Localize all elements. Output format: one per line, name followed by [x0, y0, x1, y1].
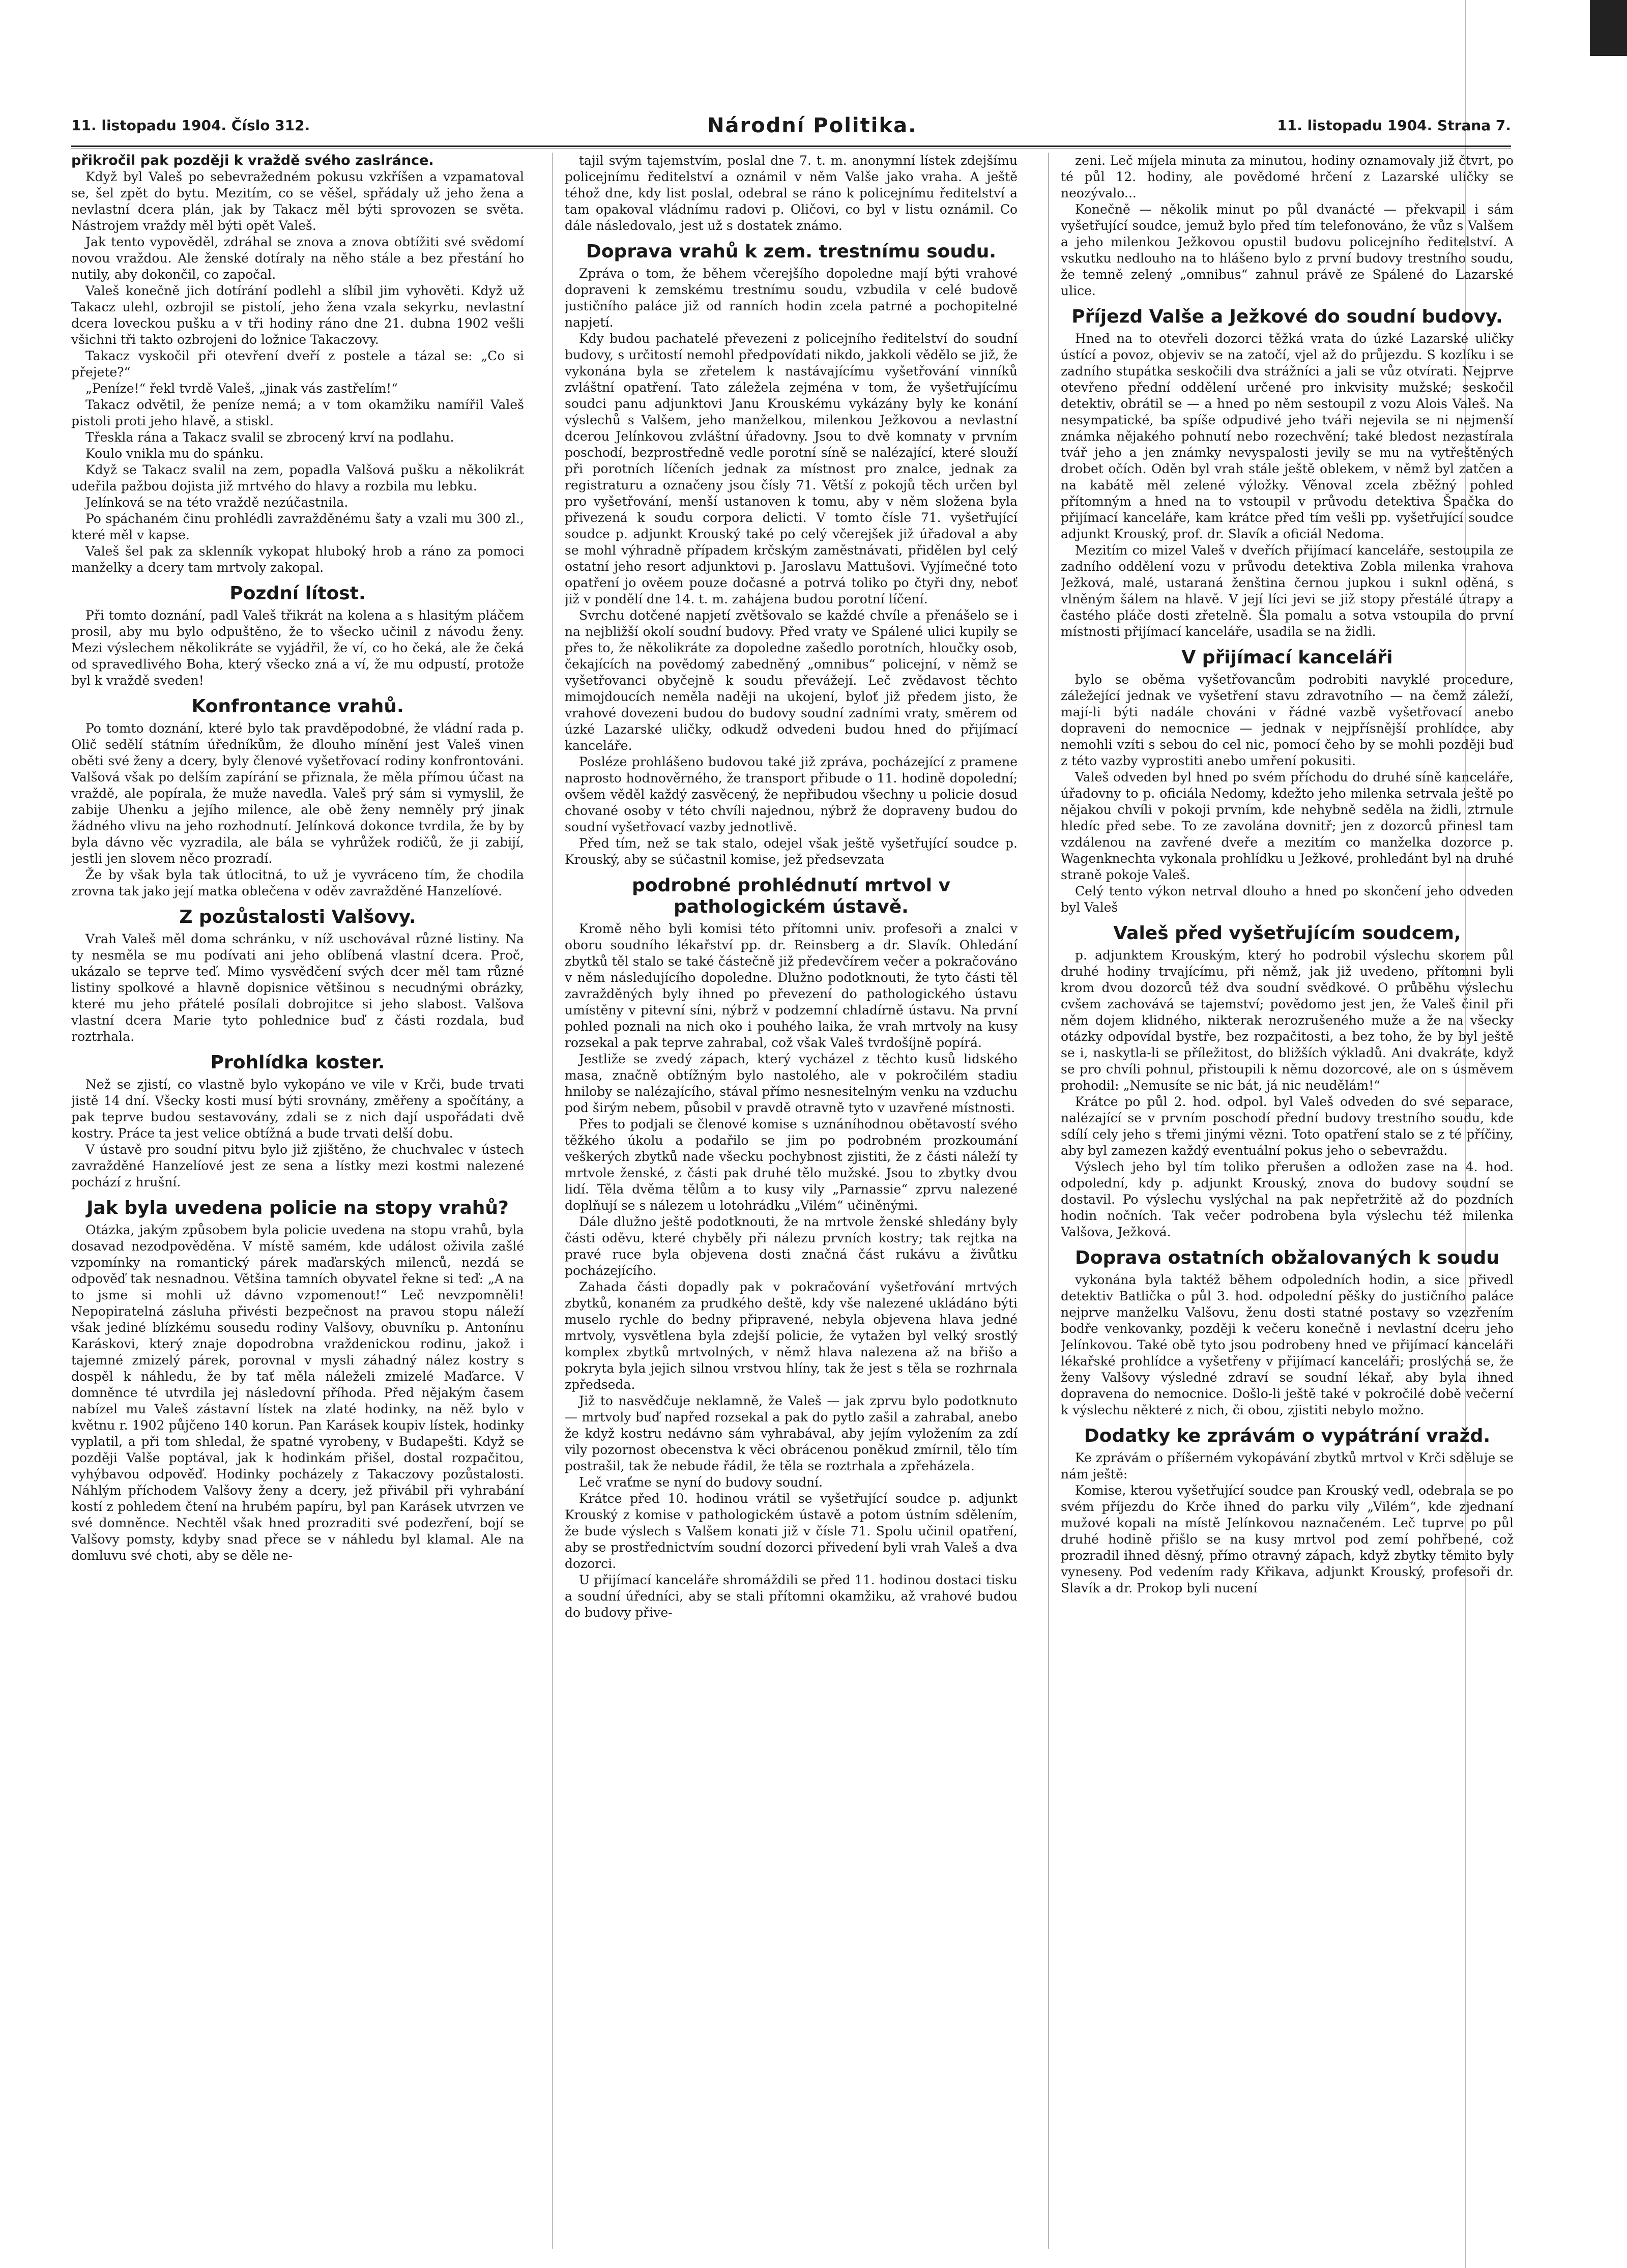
paragraph: Valeš konečně jich dotírání podlehl a slíbil jim vyhověti. Když už Takacz ulehl, ozbrojil se pistolí, jeho žena vzala sekyrku, nevlastní dcera loveckou pušku a v tři hodiny ráno dne 21. dubna 1902 vešli všichni tři takto ozbrojeni do ložnice Takaczovy. — [71, 283, 524, 347]
paragraph: Mezitím co mizel Valeš v dveřích přijímací kanceláře, sestoupila ze zadního oddělení vozu v průvodu detektiva Zobla milenka vrahova Ježková, malé, ustaraná ženština černou jupkou i suknl oděná, s vlněným šálem na hlavě. V její líci jevi se již stopy přestálé útrapy a častého pláče dosti zřetelně. Šla pomalu a sotva vstoupila do první místnosti přijímací kanceláře, usadila se na židli. — [1061, 543, 1514, 639]
paragraph: Celý tento výkon netrval dlouho a hned po skončení jeho odveden byl Valeš — [1061, 884, 1514, 915]
paragraph: Že by však byla tak útlocitná, to už je vyvráceno tím, že chodila zrovna tak jako její matka oblečena v oděv zavražděné Hanzelíové. — [71, 867, 524, 898]
paragraph: Před tím, než se tak stalo, odejel však ještě vyšetřující soudce p. Krouský, aby se súčastnil komise, jež předsevzata — [565, 836, 1018, 867]
paragraph: Jestliže se zvedý zápach, který vycházel z těchto kusů lidského masa, značně obtížným bylo nastolého, ale v pokročilém stadiu hniloby se nalézajícího, stával přímo nesnesitelným venku na vzduchu pod širým nebem, působil v pravdě otravně tyto v uzavřené místnosti. — [565, 1052, 1018, 1115]
paragraph: p. adjunktem Krouským, který ho podrobil výslechu skorem půl druhé hodiny trvajícímu, při němž, jak již uvedeno, přítomni byli krom dvou dozorců též dva soudní svědkové. O průběhu výslechu cvšem zachovává se tajemství; povědomo jest jen, že Valeš činil při něm dojem klidného, nikterak nerozrušeného muže a že na všecky otázky odpovídal bystře, bez rozpačitosti, a bez toho, že by byl ještě se i, naskytla-li se příležitost, do bližších výkladů. Ani dvakráte, když se pro chvíli pohnul, přistoupili k němu dozorcové, ale on s úsměvem prohodil: „Nemusíte se nic bát, já nic neudělám!“ — [1061, 948, 1514, 1093]
paragraph: vykonána byla taktéž během odpoledních hodin, a sice přivedl detektiv Batlička o půl 3. hod. odpolední pěšky do justičního paláce nejprve manželku Valšovu, ženu dosti statné postavy so vzezřením bodře venkovanky, později k večeru konečně i nevlastní dceru jeho Jelínkovou. Také obě tyto jsou podrobeny hned ve přijímací kanceláři lékařské prohlídce a vyšetřeny v přijímací kanceláři; proslýchá se, že ženy Valšovy výsledné zdraví se soudní lékař, aby byla ihned dopravena do nemocnice. Došlo-li ještě také v pokročilé době večerní k výslechu některé z nich, či obou, zjistiti nebylo možno. — [1061, 1272, 1514, 1417]
paragraph: Komise, kterou vyšetřující soudce pan Krouský vedl, odebrala se po svém příjezdu do Krče ihned do parku vily „Vilém“, kde zjednaní mužové kopali na místě Jelínkovou naznačeném. Leč tuprve po půl druhé hodině přišlo se na kusy mrtvol pod zemí pohřbené, což prozradil ihned děsný, přímo otravný zápach, když zbytky těmito byly vyneseny. Pod vedením rady Křikava, adjunkt Krouský, profesoři dr. Slavík a dr. Prokop byli nucení — [1061, 1483, 1514, 1595]
paragraph: Hned na to otevřeli dozorci těžká vrata do úzké Lazarské uličky ústící a povoz, objeviv se na zatočí, vjel až do průjezdu. S kozlíku i se zadního stupátka seskočili dva strážníci a jali se vůz otvírati. Nejprve otevřeno přední oddělení určené pro inkvisity mužské; seskočil detektiv, obrátil se — a hned po něm sestoupil z vozu Alois Valeš. Na nesympatické, ba spíše odpudivé jeho tváři nejevila se ni nejmenší známka nějakého pohnutí nebo rozechvění; také bledost nezastírala tvář jeho a jen známky nevyspalosti jevily se mu na vytřeštěných drobet očích. Oděn byl vrah stále ještě oblekem, v němž byl zatčen a na kabátě měl zelené výložky. Věnoval zcela zběžný pohled přítomným a hned na to vstoupil v průvodu detektiva Špačka do přijímací kanceláře, kam krátce před tím vešli pp. vyšetřující soudce adjunkt Krouský, prof. dr. Slavík a oficiál Nedoma. — [1061, 331, 1514, 541]
newspaper-title: Národní Politika. — [707, 114, 917, 137]
column-3 — [1061, 153, 1514, 2249]
paragraph: tajil svým tajemstvím, poslal dne 7. t. m. anonymní lístek zdejšímu policejnímu ředitelství a oznámil v něm Valše jako vraha. A ještě téhož dne, kdy list poslal, odebral se ráno k policejnímu ředitelství a tam opakoval vládnímu radovi p. Oličovi, co byl v listu oznámil. Co dále následovalo, jest už s dostatek známo. — [565, 153, 1018, 233]
paragraph: Svrchu dotčené napjetí zvětšovalo se každé chvíle a přenášelo se i na nejbližší okolí soudní budovy. Před vraty ve Spálené ulici kupily se přes to, že několikráte za dopoledne zašedlo porotních, hloučky osob, čekajících na povědomý zabedněný „omnibus“ policejní, v němž se vyšetřovanci obyčejně k soudu převážejí. Leč zvědavost těchto mimojdoucích neměla naději na ukojení, byloť již předem jisto, že vrahové dovezeni budou do budovy soudní zadními vraty, směrem od úzké Lazarské uličky, odkudž odvedeni budou hned do přijímací kanceláře. — [565, 608, 1018, 753]
paragraph: Jak tento vypověděl, zdráhal se znova a znova obtížiti své svědomí novou vraždou. Ale ženské dotíraly na něho stále a bez přestání ho nutily, aby dokončil, co započal. — [71, 235, 524, 282]
paragraph: Výslech jeho byl tím toliko přerušen a odložen zase na 4. hod. odpolední, kdy p. adjunkt Krouský, znova do budovy soudní se dostavil. Po výslechu vyslýchal na pak nepřetržitě až do pozdních hodin nočních. Tak večer podrobena byla výslechu též milenka Valšova, Ježková. — [1061, 1159, 1514, 1239]
paragraph: zeni. Leč míjela minuta za minutou, hodiny oznamovaly již čtvrt, po té půl 12. hodiny, ale povědomé hrčení z Lazarské uličky se neozývalo... — [1061, 153, 1514, 200]
paragraph: Přes to podjali se členové komise s uznáníhodnou obětavostí svého těžkého úkolu a podařilo se jim po podrobném prozkoumání veškerých zbytků nade všecku pochybnost zjistiti, že z části náleží ty mrtvole ženské, z části pak druhé tělo mužské. Jsou to zbytky dvou lidí. Těla dvěma tělům a to kusy vily „Parnassie“ zprvu nalezené doplňují se s nálezem u lotohrádku „Vilém“ učiněnými. — [565, 1117, 1018, 1213]
paragraph: Krátce před 10. hodinou vrátil se vyšetřující soudce p. adjunkt Krouský z komise v pathologickém ústavě a potom ústním sdělením, že bude výslech s Valšem konati již v čísle 71. Spolu učinil opatření, aby se prostřednictvím soudní dozorci přivedení byli vrah Valeš a dva dozorci. — [565, 1491, 1018, 1571]
paragraph: Když byl Valeš po sebevražedném pokusu vzkříšen a vzpamatoval se, šel zpět do bytu. Mezitím, co se věšel, spřádaly už jeho žena a nevlastní dcera plán, jak by Takacz měl býti sprovozen se světa. Nástrojem vraždy měl býti opět Valeš. — [71, 169, 524, 233]
masthead-rule — [71, 146, 1511, 147]
paragraph: Ke zprávám o příšerném vykopávání zbytků mrtvol v Krči sděluje se nám ještě: — [1061, 1450, 1514, 1481]
paragraph: Kdy budou pachatelé převezeni z policejního ředitelství do soudní budovy, s určitostí nemohl předpovídati nikdo, jakkoli vědělo se již, že vykonána byla se zřetelem k nastávajícímu vyšetřování vinníků zvláštní opatření. Tato záležela zejména v tom, že vyšetřujícímu soudci panu adjunktovi Janu Krouskému vykázány byly ke konání výslechů s Valšem, jeho manželkou, milenkou Ježkovou a nevlastní dcerou Jelínkovou zvláštní úřadovny. Jsou to dvě komnaty v prvním poschodí, bezprostředně vedle porotní síně se nalézající, které slouží při porotních líčeních jednak za místnost pro znalce, jednak za registraturu a označeny jsou čísly 71. Větší z pokojů těch určen byl pro vyšetřování, menší ustanoven k tomu, aby v něm složena byla přivezená k soudu corpora delicti. V tomto čísle 71. vyšetřující soudce p. adjunkt Krouský také po celý včerejšek již úřadoval a aby se mohl výhradně případem krčským zaměstnávati, přidělen byl celý ostatní jeho resort adjunktovi p. Jaroslavu Mattušovi. Vyjímečné toto opatření jo ověem pouze dočasné a potrvá toliko po čtyři dny, neboť již v pondělí dne 14. t. m. zahájena budou porotní líčení. — [565, 331, 1018, 606]
paragraph: „Peníze!“ řekl tvrdě Valeš, „jinak vás zastřelím!“ — [85, 381, 398, 396]
masthead — [71, 114, 1511, 142]
section-heading: Dodatky ke zprávám o vypátrání vražd. — [1084, 1426, 1491, 1446]
paragraph: Leč vraťme se nyní do budovy soudní. — [579, 1475, 823, 1490]
paragraph: Otázka, jakým způsobem byla policie uvedena na stopu vrahů, byla dosavad nezodpověděna. V místě samém, kde událost oživila zašlé vzpomínky na romantický párek maďarských milenců, nezdá se odpověď tak nesnadnou. Většina tamních obyvatel řekne si teď: „A na to jsme si mohli už dávno vzpomenout!“ Leč nevzpomněli! Nepopiratelná zásluha přivésti bezpečnost na pravou stopu náleží však jediné blízkému sousedu rodiny Valšovy, obuvníku p. Antonínu Karáskovi, který znaje dopodrobna vraždenickou rodinu, jakož i tajemné zmizelý párek, porovnal v mysli záhadný nález kostry s dospěl k náhledu, že by tať měla náleželi zmizelé Maďarce. V domněnce té utvrdila jej následovní příhoda. Před nějakým časem nabízel mu Valeš zástavní lístek na zlaté hodinky, na něž bylo v květnu r. 1902 půjčeno 140 korun. Pan Karásek koupiv lístek, hodinky vyplatil, a při tom shledal, že spatné vyrobeny, v Budapešti. Když se později Valše poptával, jak k hodinkám přišel, dostal rozpačitou, vyhýbavou odpověď. Hodinky pocházely z Takaczovy pozůstalosti. Náhlým příchodem Valšovy ženy a dcery, jež přivábil při vyhrabání kostí z pohledem čtení na hrubém papíru, byl pan Karásek utvrzen ve své domněnce. Nechtěl však hned prozraditi své podezření, bojí se Valšovy pomsty, kdyby snad přece se v náhledu byl klamal. Ale na domluvu své choti, aby se děle ne- — [71, 1223, 524, 1563]
paragraph: Vrah Valeš měl doma schránku, v níž uschovával různé listiny. Na ty nesměla se mu podívati ani jeho oblíbená vlastní dcera. Proč, ukázalo se teprve teď. Mimo vysvědčení svých dcer měl tam různé listiny spolkové a hlavně dopisnice většinou s necudnými obrázky, které mu jeho přátelé posílali dobrojitce si jeho slabost. Valšova vlastní dcera Marie tyto pohlednice buď z části rozdala, buď roztrhala. — [71, 932, 524, 1044]
paragraph: Zpráva o tom, že během včerejšího dopoledne mají býti vrahové dopraveni k zemskému trestnímu soudu, vzbudila v celé budově justičního paláce již od ranních hodin zcela patrné a pochopitelné napjetí. — [565, 266, 1018, 330]
paragraph: Když se Takacz svalil na zem, popadla Valšová pušku a několikrát udeřila pažbou dojista již mrtvého do hlavy a rozbila mu lebku. — [71, 462, 524, 493]
paragraph: Krátce po půl 2. hod. odpol. byl Valeš odveden do své separace, nalézající se v prvním poschodí přední budovy trestního soudu, kde sdílí cely jeho s třemi jinými vězni. Toto opatření stalo se z té příčiny, aby byl zamezen každý eventuální pokus jeho o sebevraždu. — [1061, 1094, 1514, 1158]
paragraph: Posléze prohlášeno budovou také již zpráva, pocházející z pramene naprosto hodnověrného, že transport přibude o 11. hodině dopolední; ovšem věděl každý zasvěcený, že nepřibudou všechny u policie dosud chované osoby v této chvíli najednou, nýbrž že dopraveny budou do soudní vyšetřovací vazby jednotlivě. — [565, 754, 1018, 834]
issue-date-right: 11. listopadu 1904. Strana 7. — [1277, 117, 1511, 134]
paragraph: Při tomto doznání, padl Valeš třikrát na kolena a s hlasitým pláčem prosil, aby mu bylo odpuštěno, že to všecko učinil z návodu ženy. Mezi výslechem několikráte se vyjádřil, že ví, co ho čeká, ale že čeká od spravedlivého Boha, který všecko zná a ví, že mu odpustí, protože byl k vraždě sveden! — [71, 608, 524, 688]
paragraph: Takacz odvětil, že peníze nemá; a v tom okamžiku namířil Valeš pistoli proti jeho hlavě, a stiskl. — [71, 397, 524, 428]
issue-date-left: 11. listopadu 1904. Číslo 312. — [71, 117, 310, 134]
section-heading: Pozdní lítost. — [229, 583, 366, 604]
scan-corner-mark — [1590, 0, 1627, 56]
section-heading: podrobné prohlédnutí mrtvol v pathologickém ústavě. — [632, 875, 950, 917]
section-heading: Příjezd Valše a Ježkové do soudní budovy. — [1071, 306, 1503, 327]
paragraph: Jelínková se na této vraždě nezúčastnila. — [85, 495, 348, 510]
section-heading: Valeš před vyšetřujícím soudcem, — [1113, 923, 1461, 944]
section-heading: Prohlídka koster. — [210, 1052, 385, 1073]
section-heading: V přijímací kanceláři — [1181, 647, 1393, 668]
paragraph: Než se zjistí, co vlastně bylo vykopáno ve vile v Krči, bude trvati jistě 14 dní. Všecky kosti musí býti srovnány, změřeny a spočítány, a pak teprve budou sestavovány, zdali se z nich dají uspořádati dvě kostry. Práce ta jest velice obtížná a bude trvati delší dobu. — [71, 1077, 524, 1141]
column-1 — [71, 153, 524, 2249]
paragraph: Zahada části dopadly pak v pokračování vyšetřování mrtvých zbytků, konaném za prudkého deště, kdy vše nalezené ukládáno býti muselo rychle do bedny připravené, nebyla objevena hlava jedné mrtvoly, vysvětlena byla zdejší policie, že vytažen byl velký srostlý komplex zbytků mrtvolných, v němž hlava nalezena až na břišo a pokryta byla jejich silnou vrstvou hlíny, tak že jest s těla se rozhrnala zpředseda. — [565, 1280, 1018, 1392]
paragraph: Konečně — několik minut po půl dvanácté — překvapil i sám vyšetřující soudce, jemuž bylo před tím telefonováno, že vůz s Valšem a jeho milenkou Ježkovou opustil budovu policejního ředitelství. A vskutku nedlouho na to hlášeno bylo z první budovy trestního soudu, že temně zelený „omnibus“ zahnul právě ze Spálené do Lazarské ulice. — [1061, 202, 1514, 298]
paragraph: Takacz vyskočil při otevření dveří z postele a tázal se: „Co si přejete?“ — [71, 348, 524, 380]
section-heading: Konfrontance vrahů. — [191, 696, 404, 717]
lead-line: přikročil pak později k vraždě svého zaslránce. — [71, 153, 434, 168]
column-divider — [552, 153, 553, 2249]
paragraph: Dále dlužno ještě podotknouti, že na mrtvole ženské shledány byly části oděvu, které chyběly při nálezu prvních kostry; tak rejtka na pravé ruce byla objevena dosti značná část rukávu a živůtku pocházejícího. — [565, 1214, 1018, 1278]
paragraph: U přijímací kanceláře shromáždili se před 11. hodinou dostaci tisku a soudní úředníci, aby se stali přítomni okamžiku, až vrahové budou do budovy přive- — [565, 1573, 1018, 1620]
column-divider — [1048, 153, 1049, 2249]
paragraph: Již to nasvědčuje neklamně, že Valeš — jak zprvu bylo podotknuto — mrtvoly buď napřed rozsekal a pak do pytlo zašil a zahrabal, anebo že když kostru nedávno sám vyhrabával, aby jejím vyložením za zdí vily pozornost obecenstva k věci obrácenou poněkud zmírnil, tělo tím postrašil, tak že nebude řádil, že těla se roztrhala a zpřeházela. — [565, 1393, 1018, 1473]
column-2 — [565, 153, 1018, 2249]
section-heading: Doprava vrahů k zem. trestnímu soudu. — [586, 241, 997, 262]
paragraph: Po spáchaném činu prohlédli zavražděnému šaty a vzali mu 300 zl., které měl v kapse. — [71, 511, 524, 542]
paragraph: Valeš odveden byl hned po svém příchodu do druhé síně kanceláře, úřadovny to p. oficiála Nedomy, kdežto jeho milenka setrvala ještě po nějakou chvíli v pokoji prvním, kde nehybně seděla na židli, ztrnule hledíc před sebe. To ze zavolána dovnitř; jen z dozorců přinesl tam vzdálenou na zavřené dveře a mezitím co manželka dozorce p. Wagenknechta vykonala prohlídku u Ježkové, prohledánt byl na druhé straně pokoje Valeš. — [1061, 770, 1514, 882]
section-heading: Doprava ostatních obžalovaných k soudu — [1075, 1247, 1499, 1268]
section-heading: Jak byla uvedena policie na stopy vrahů? — [86, 1198, 509, 1218]
paragraph: Třeskla rána a Takacz svalil se zbrocený krví na podlahu. — [85, 430, 454, 445]
paragraph: Koulo vnikla mu do spánku. — [85, 446, 264, 461]
paragraph: Po tomto doznání, které bylo tak pravděpodobné, že vládní rada p. Olič sedělí státním úředníkům, že dlouho mínění jest Valeš vinen oběti své ženy a dcery, byly členové vyšetřovací rodiny konfrontováni. Valšová však po delším zapírání se přiznala, že měla přímou účast na vraždě, ale popírala, že muže navedla. Valeš prý sám si vymyslil, že zabije Uhenku a jejího milence, ale obě ženy nemněly prý jinak žádného vlivu na jeho rozhodnutí. Jelínková dokonce tvrdila, že by by byla dávno věc vyzradila, ale bála se vyhrůžek rodičů, že ji zabijí, jestli jen slovem něco prozradí. — [71, 721, 524, 866]
paragraph: V ústavě pro soudní pitvu bylo již zjištěno, že chuchvalec v ústech zavražděné Hanzelíové jest ze sena a lístky mezi kostmi nalezené pochází z hrušní. — [71, 1142, 524, 1189]
paragraph: bylo se oběma vyšetřovancům podrobiti navyklé procedure, záležející jednak ve vyšetření stavu zdravotního — na čemž záleží, mají-li býti nadále chováni v řádné vazbě vyšetřovací anebo dopraveni do nemocnice — jednak v nejpřísnější prohlídce, aby nemohli vzíti s sebou do cel nic, pomocí čeho by se mohli později buď z této vazby vyprostiti anebo umření pokusiti. — [1061, 672, 1514, 768]
section-heading: Z pozůstalosti Valšovy. — [179, 907, 416, 927]
paragraph: Kromě něho byli komisi této přítomni univ. profesoři a znalci v oboru soudního lékařství pp. dr. Reinsberg a dr. Slavík. Ohledání zbytků těl stalo se také částečně již předevčírem večer a pokračováno v něm následujícího dopoledne. Dlužno podotknouti, že tyto části těl zavražděných byly ihned po převezení do pathologického ústavu umístěny v pitevní síni, nýbrž v podzemní chladírně ústavu. Na první pohled poznali na nich oko i pouhého laika, že vrah mrtvoly na kusy rozsekal a pak teprve zahrabal, což však Valeš tvrdošíjně popírá. — [565, 921, 1018, 1050]
paragraph: Valeš šel pak za sklenník vykopat hluboký hrob a ráno za pomoci manželky a dcery tam mrtvoly zakopal. — [71, 544, 524, 575]
